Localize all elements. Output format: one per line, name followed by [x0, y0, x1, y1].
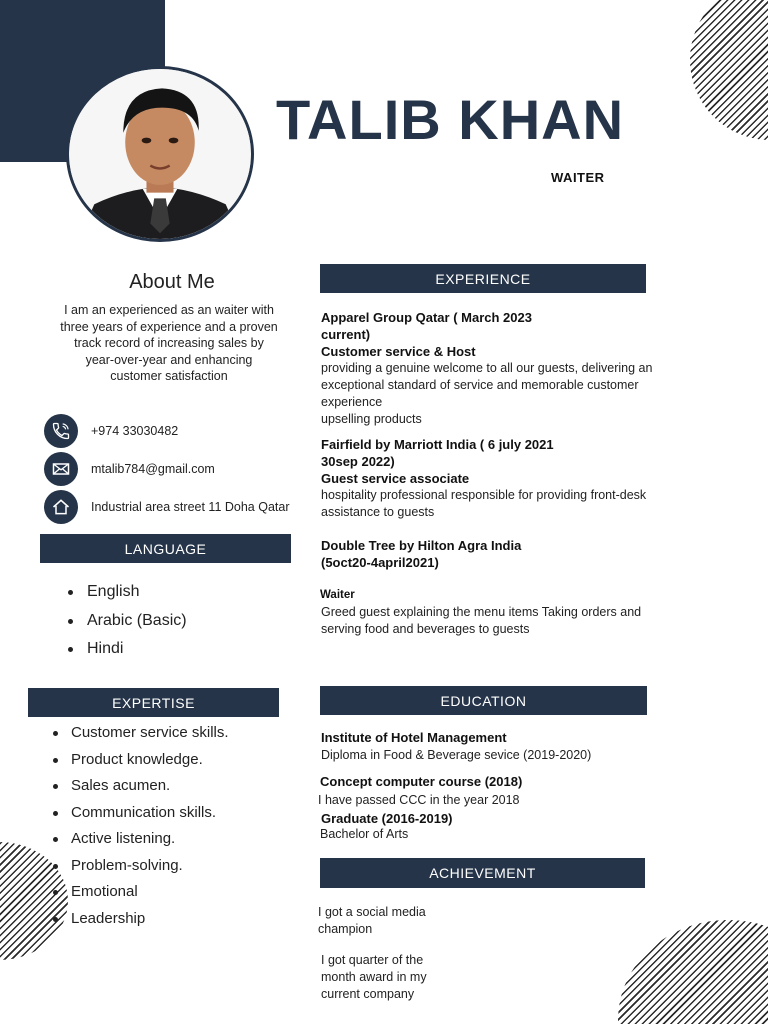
achievement-item: [321, 952, 427, 1002]
achievement-item: [318, 904, 426, 938]
street-address: Industrial area street 11 Doha Qatar: [91, 500, 290, 514]
expertise-header: EXPERTISE: [28, 688, 279, 717]
expertise-item: Communication skills.: [53, 800, 229, 827]
achievement-header: ACHIEVEMENT: [320, 858, 645, 888]
job-description: serving food and beverages to guests: [321, 621, 530, 636]
education-header: EDUCATION: [320, 686, 647, 715]
job-description: experience: [321, 394, 383, 409]
job-description: assistance to guests: [321, 505, 435, 520]
expertise-item: Product knowledge.: [53, 747, 229, 774]
expertise-item: Sales acumen.: [53, 773, 229, 800]
experience-job-2: [321, 437, 646, 521]
education-detail: I have passed CCC in the year 2018: [318, 793, 520, 807]
contact-email: [44, 452, 215, 486]
education-title: Institute of Hotel Management: [321, 730, 507, 745]
profile-photo: [66, 66, 254, 242]
education-title: Graduate (2016-2019): [321, 811, 453, 826]
contact-phone: [44, 414, 178, 448]
contact-address: [44, 490, 290, 524]
candidate-name: TALIB KHAN: [276, 88, 625, 151]
achievement-line: month award in my: [321, 969, 427, 984]
language-item: English: [68, 578, 187, 607]
job-position: Customer service & Host: [321, 343, 476, 359]
job-description-block: [321, 604, 641, 638]
experience-job-3: [321, 538, 521, 572]
job-dates: current): [321, 326, 371, 342]
email-address: mtalib784@gmail.com: [91, 462, 215, 476]
job-description: hospitality professional responsible for providing front-desk: [321, 488, 647, 503]
job-description: Greed guest explaining the menu items Taking orders and: [321, 605, 642, 619]
education-detail: Diploma in Food & Beverage sevice (2019-2020): [321, 748, 592, 762]
job-position: Guest service associate: [321, 470, 470, 486]
job-company: Fairfield by Marriott India ( 6 july 2021: [321, 437, 554, 452]
job-company: Apparel Group Qatar ( March 2023: [321, 310, 532, 325]
phone-number: +974 33030482: [91, 424, 179, 438]
profile-photo-illustration: [69, 69, 251, 239]
job-dates: 30sep 2022): [321, 453, 395, 469]
experience-job-1: [321, 310, 652, 428]
home-icon: [44, 490, 78, 524]
about-text: I am an experienced as an waiter with three years of experience and a proven track record of increasing sales by year-over-year and enhancing customer satisfaction: [60, 303, 278, 383]
language-list: [68, 578, 187, 664]
phone-icon: [44, 414, 78, 448]
job-position: Waiter: [320, 589, 355, 601]
achievement-line: I got quarter of the: [321, 953, 424, 967]
language-item: Hindi: [68, 635, 187, 664]
mail-icon: [44, 452, 78, 486]
language-header: LANGUAGE: [40, 534, 291, 563]
experience-header: EXPERIENCE: [320, 264, 646, 293]
job-description: exceptional standard of service and memorable customer: [321, 378, 639, 393]
expertise-item: Customer service skills.: [53, 720, 229, 747]
expertise-item: Active listening.: [53, 826, 229, 853]
expertise-list: [53, 720, 229, 932]
job-role: WAITER: [551, 170, 605, 185]
job-description: upselling products: [321, 411, 422, 426]
hatch-circle-top-right: [690, 0, 768, 140]
hatch-circle-bottom-right: [618, 920, 768, 1024]
education-detail: Bachelor of Arts: [320, 827, 409, 841]
job-description: providing a genuine welcome to all our guests, delivering an: [321, 361, 653, 376]
expertise-item: Problem-solving.: [53, 853, 229, 880]
education-title: Concept computer course (2018): [320, 774, 523, 789]
expertise-item: Emotional: [53, 879, 229, 906]
job-company: Double Tree by Hilton Agra India: [321, 538, 522, 553]
about-title: About Me: [129, 271, 215, 293]
job-dates: (5oct20-4april2021): [321, 554, 439, 570]
achievement-line: current company: [321, 986, 415, 1001]
achievement-line: champion: [318, 921, 373, 936]
expertise-item: Leadership: [53, 906, 229, 933]
language-item: Arabic (Basic): [68, 607, 187, 636]
achievement-line: I got a social media: [318, 905, 426, 919]
